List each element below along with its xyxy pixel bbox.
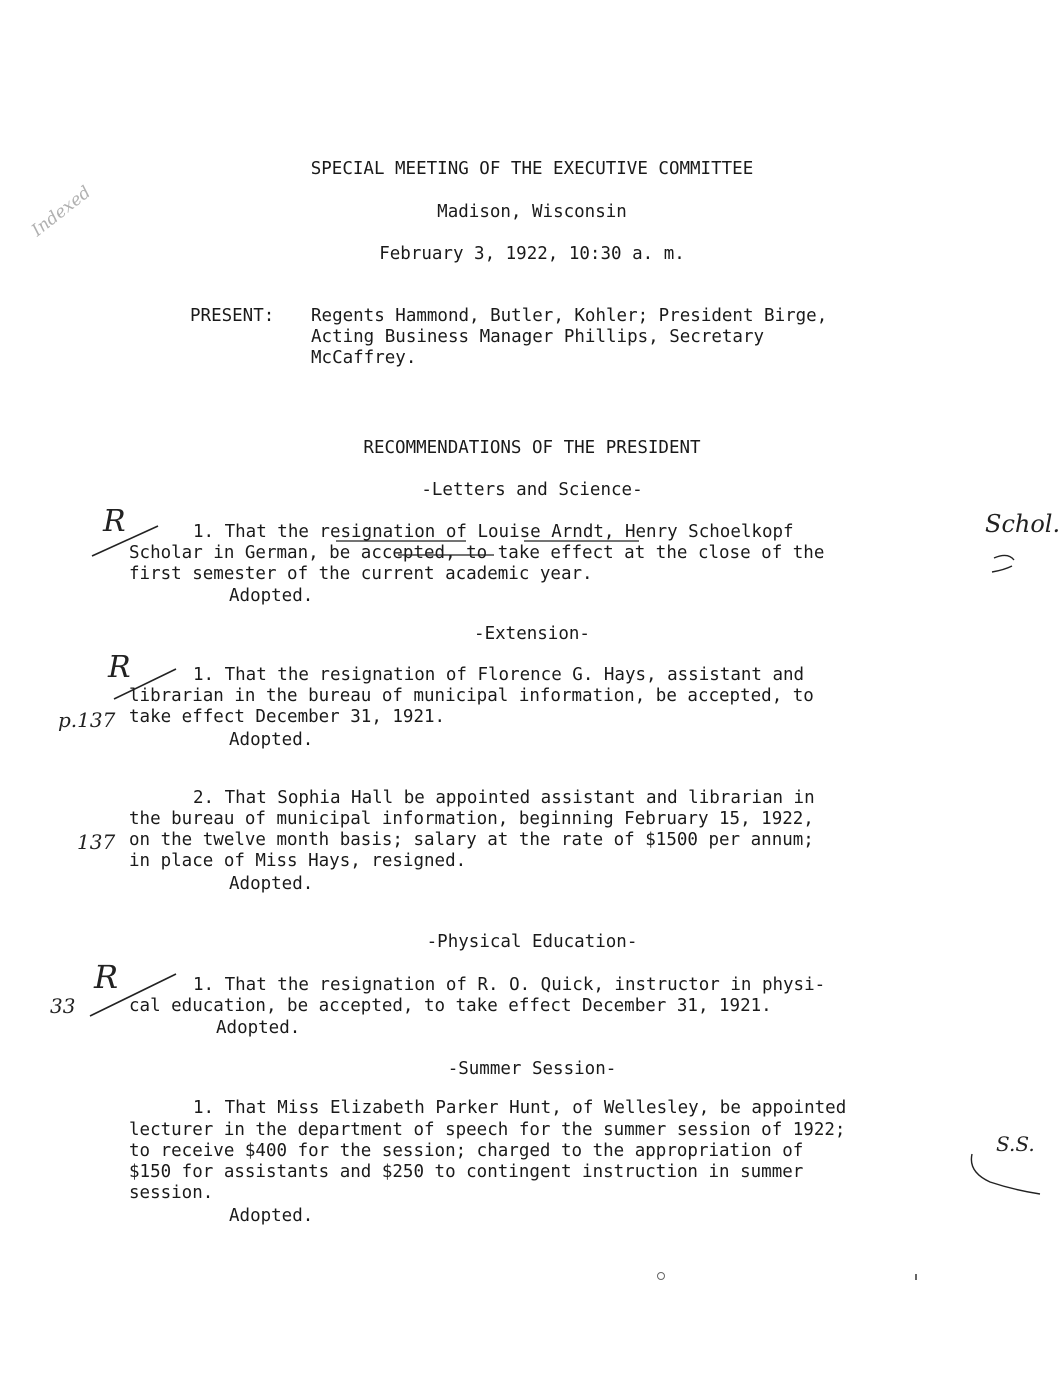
present-line-3: McCaffrey. — [311, 348, 417, 368]
item-line: cal education, be accepted, to take effect December 31, 1921. — [129, 996, 772, 1016]
recommendations-heading: RECOMMENDATIONS OF THE PRESIDENT — [363, 438, 701, 458]
item-line: 1. That the resignation of R. O. Quick, instructor in physi- — [193, 975, 826, 995]
meeting-date-time: February 3, 1922, 10:30 a. m. — [379, 244, 685, 264]
page-reference-note: 33 — [50, 994, 76, 1018]
underline-marks — [334, 537, 714, 557]
item-line: 1. That Miss Elizabeth Parker Hunt, of Wellesley, be appointed — [193, 1098, 847, 1118]
r-mark: R — [103, 504, 126, 539]
present-line-2: Acting Business Manager Phillips, Secretary — [311, 327, 765, 347]
adopted-label: Adopted. — [229, 586, 314, 606]
page-reference-note: p.137 — [58, 708, 116, 732]
section-heading-extension: -Extension- — [474, 624, 590, 644]
page-reference-note: 137 — [77, 830, 116, 854]
section-heading-letters-science: -Letters and Science- — [421, 480, 643, 500]
item-line: session. — [129, 1183, 214, 1203]
item-line: take effect December 31, 1921. — [129, 707, 446, 727]
r-mark: R — [108, 650, 131, 685]
summer-session-note-stroke — [968, 1150, 1048, 1200]
item-line: librarian in the bureau of municipal information, be accepted, to — [129, 686, 814, 706]
schol-note: Schol. — [985, 510, 1061, 538]
item-line: the bureau of municipal information, beginning February 15, 1922, — [129, 809, 814, 829]
present-label: PRESENT: — [190, 306, 275, 326]
item-line: lecturer in the department of speech for the summer session of 1922; — [129, 1120, 846, 1140]
item-line: 1. That the resignation of Louise Arndt, Henry Schoelkopf — [193, 522, 794, 542]
r-mark-stroke — [88, 970, 188, 1020]
item-line: 1. That the resignation of Florence G. Hays, assistant and — [193, 665, 805, 685]
present-line-1: Regents Hammond, Butler, Kohler; President Birge, — [311, 306, 828, 326]
item-line: 2. That Sophia Hall be appointed assistant and librarian in — [193, 788, 815, 808]
item-line: on the twelve month basis; salary at the rate of $1500 per annum; — [129, 830, 814, 850]
r-mark-stroke — [90, 520, 170, 560]
item-line: $150 for assistants and $250 to contingent instruction in summer — [129, 1162, 804, 1182]
adopted-label: Adopted. — [216, 1018, 301, 1038]
r-mark-stroke — [110, 663, 190, 703]
faint-indexed-note: Indexed — [28, 182, 95, 241]
adopted-label: Adopted. — [229, 730, 314, 750]
document-title: SPECIAL MEETING OF THE EXECUTIVE COMMITTEE — [310, 159, 754, 179]
section-heading-summer-session: -Summer Session- — [447, 1059, 617, 1079]
r-mark: R — [94, 958, 119, 996]
item-line: Scholar in German, be accepted, to take effect at the close of the — [129, 543, 825, 563]
item-line: in place of Miss Hays, resigned. — [129, 851, 467, 871]
page-speck — [915, 1274, 917, 1280]
item-line: first semester of the current academic year. — [129, 564, 593, 584]
page-speck — [657, 1272, 665, 1280]
adopted-label: Adopted. — [229, 874, 314, 894]
schol-note-stroke — [990, 548, 1030, 578]
summer-session-note: S.S. — [996, 1132, 1035, 1156]
item-line: to receive $400 for the session; charged to the appropriation of — [129, 1141, 804, 1161]
meeting-location: Madison, Wisconsin — [437, 202, 627, 222]
section-heading-physical-education: -Physical Education- — [426, 932, 638, 952]
adopted-label: Adopted. — [229, 1206, 314, 1226]
